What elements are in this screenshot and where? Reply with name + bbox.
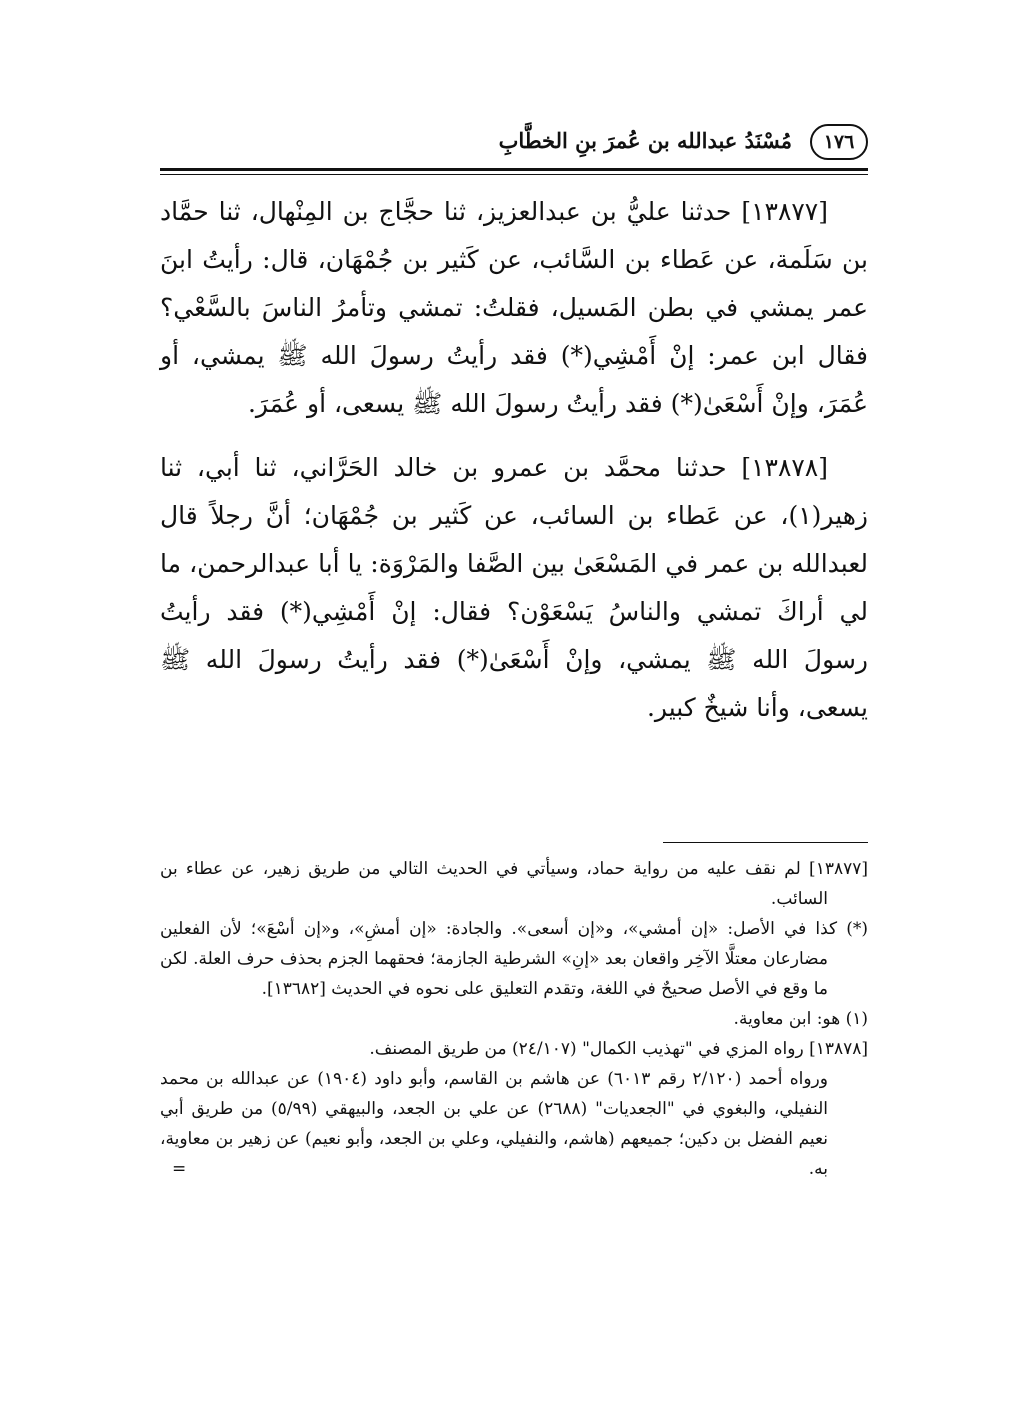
footnote-1: (١) هو: ابن معاوية. xyxy=(733,1009,868,1029)
running-title: مُسْنَدُ عبدالله بن عُمرَ بنِ الخطَّابِ xyxy=(498,128,792,153)
footnote-asterisk: (*) كذا في الأصل: «إن أمشي»، و«إن أسعى». والجادة: «إن أمشِ»، و«إن أسْعَ»؛ لأن الفعلين مضارعان معتلَّا الآخِر واقعان بعد «إنِ» الشرطية الجازمة؛ فحقهما الجزم بحذف حرف العلة. لكن ما وقع في الأصل صحيحٌ في اللغة، وتقدم التعليق على نحوه في الحديث [١٣٦٨٢]. xyxy=(160,919,868,999)
hadith-13877: [١٣٨٧٧] حدثنا عليُّ بن عبدالعزيز، ثنا حجَّاج بن المِنْهال، ثنا حمَّاد بن سَلَمة، عن عَطاء بن السَّائب، عن كَثير بن جُمْهَان، قال: رأيتُ ابنَ عمر يمشي في بطن المَسيل، فقلتُ: تمشي وتأمرُ الناسَ بالسَّعْي؟ فقال ابن عمر: إنْ أَمْشِي(*) فقد رأيتُ رسولَ الله ﷺ يمشي، أو عُمَرَ، وإنْ أَسْعَىٰ(*) فقد رأيتُ رسولَ الله ﷺ يسعى، أو عُمَرَ. xyxy=(160,197,868,418)
page-header xyxy=(160,122,868,168)
footnote-13878: [١٣٨٧٨] رواه المزي في "تهذيب الكمال" (٢٤/١٠٧) من طريق المصنف. xyxy=(369,1039,868,1059)
footnotes xyxy=(160,854,868,1184)
footnote-separator xyxy=(663,842,868,843)
main-text xyxy=(160,188,868,732)
hadith-13878: [١٣٨٧٨] حدثنا محمَّد بن عمرو بن خالد الحَرَّاني، ثنا أبي، ثنا زهير(١)، عن عَطاء بن السائب، عن كَثير بن جُمْهَان؛ أنَّ رجلاً قال لعبدالله بن عمر في المَسْعَىٰ بين الصَّفا والمَرْوَة: يا أبا عبدالرحمن، ما لي أراكَ تمشي والناسُ يَسْعَوْن؟ فقال: إنْ أَمْشِي(*) فقد رأيتُ رسولَ الله ﷺ يمشي، وإنْ أَسْعَىٰ(*) فقد رأيتُ رسولَ الله ﷺ يسعى، وأنا شيخٌ كبير. xyxy=(160,453,868,722)
footnote-13878-continued-block xyxy=(160,1064,868,1184)
header-rule-thin xyxy=(160,174,868,175)
page-number-badge xyxy=(810,124,868,160)
page-number: ١٧٦ xyxy=(823,131,855,153)
header-rule-thick xyxy=(160,168,868,171)
footnote-13878-continued: ورواه أحمد (٢/١٢٠ رقم ٦٠١٣) عن هاشم بن القاسم، وأبو داود (١٩٠٤) عن عبدالله بن محمد النفيلي، والبغوي في "الجعديات" (٢٦٨٨) عن علي بن الجعد، والبيهقي (٥/٩٩) من طريق أبي نعيم الفضل بن دكين؛ جميعهم (هاشم، والنفيلي، وعلي بن الجعد، وأبو نعيم) عن زهير بن معاوية، به. xyxy=(160,1069,828,1179)
footnote-13877: [١٣٨٧٧] لم نقف عليه من رواية حماد، وسيأتي في الحديث التالي من طريق زهير، عن عطاء بن السائب. xyxy=(160,859,868,909)
continuation-mark: = xyxy=(172,1159,187,1179)
